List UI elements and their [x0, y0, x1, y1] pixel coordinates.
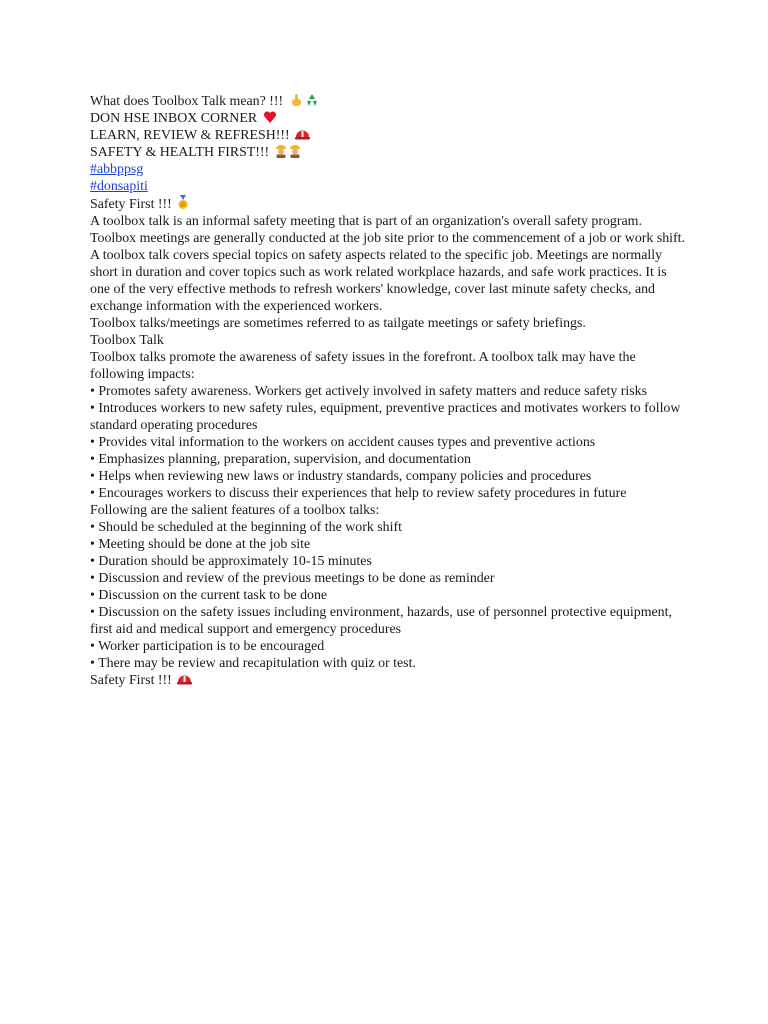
- heading-line-3: [90, 127, 690, 144]
- list-item: • Introduces workers to new safety rules, equipment, preventive practices and motivates workers to follow standard operating procedures: [90, 401, 681, 433]
- heading-line-1: [90, 93, 690, 110]
- list-item: • There may be review and recapitulation with quiz or test.: [90, 656, 416, 671]
- medal-icon: [177, 195, 189, 210]
- list-item: • Meeting should be done at the job site: [90, 537, 311, 552]
- impacts-intro: Toolbox talks promote the awareness of safety issues in the forefront. A toolbox talk may have the following impacts:: [90, 350, 636, 382]
- list-item: • Helps when reviewing new laws or industry standards, company policies and procedures: [90, 469, 592, 484]
- red-helmet-icon: [177, 672, 192, 686]
- list-item: • Discussion and review of the previous meetings to be done as reminder: [90, 571, 495, 586]
- red-heart-icon: [263, 110, 277, 124]
- worker-icon: [289, 144, 301, 158]
- list-item: • Promotes safety awareness. Workers get actively involved in safety matters and reduce safety risks: [90, 384, 648, 399]
- list-item: • Should be scheduled at the beginning of the work shift: [90, 520, 402, 535]
- hashtag-link[interactable]: #abbppsg: [90, 162, 144, 177]
- intro-paragraph: A toolbox talk is an informal safety meeting that is part of an organization's overall safety program. Toolbox meetings are generally conducted at the job site prior to the commencement of a job or work shift. A toolbox talk covers special topics on safety aspects related to the specific job. Meetings are normally short in duration and cover topics such as work related workplace hazards, and safe work practices. It is one of the very effective methods to refresh workers' knowledge, cover last minute safety checks, and exchange information with the experienced workers.: [90, 214, 685, 314]
- pointing-finger-icon: [289, 93, 303, 107]
- list-item: • Duration should be approximately 10-15 minutes: [90, 554, 372, 569]
- heading-line-4: [90, 144, 690, 161]
- alias-line: Toolbox talks/meetings are sometimes referred to as tailgate meetings or safety briefings.: [90, 316, 586, 331]
- features-intro: Following are the salient features of a toolbox talks:: [90, 503, 380, 518]
- list-item: • Encourages workers to discuss their experiences that help to review safety procedures in future: [90, 486, 627, 501]
- list-item: • Worker participation is to be encouraged: [90, 639, 325, 654]
- red-helmet-icon: [295, 127, 310, 141]
- safety-first-text: Safety First !!!: [90, 197, 172, 212]
- heading-text-2: DON HSE INBOX CORNER: [90, 111, 258, 126]
- hashtag-line-2: [90, 178, 690, 195]
- list-item: • Provides vital information to the workers on accident causes types and preventive actions: [90, 435, 596, 450]
- safety-first-line-1: [90, 195, 690, 213]
- list-item: • Discussion on the safety issues including environment, hazards, use of personnel protective equipment, first aid and medical support and emergency procedures: [90, 605, 672, 637]
- heading-text-1: What does Toolbox Talk mean? !!!: [90, 94, 284, 109]
- document-page: [90, 93, 690, 689]
- recycle-icon: [305, 93, 319, 107]
- safety-first-text: Safety First !!!: [90, 673, 172, 688]
- hashtag-link[interactable]: #donsapiti: [90, 179, 148, 194]
- list-item: • Discussion on the current task to be done: [90, 588, 328, 603]
- heading-line-2: [90, 110, 690, 127]
- heading-text-4: SAFETY & HEALTH FIRST!!!: [90, 145, 270, 160]
- hashtag-line-1: [90, 161, 690, 178]
- safety-first-line-2: [90, 672, 690, 689]
- list-item: • Emphasizes planning, preparation, supervision, and documentation: [90, 452, 471, 467]
- worker-icon: [275, 144, 287, 158]
- subheading: Toolbox Talk: [90, 333, 164, 348]
- heading-text-3: LEARN, REVIEW & REFRESH!!!: [90, 128, 290, 143]
